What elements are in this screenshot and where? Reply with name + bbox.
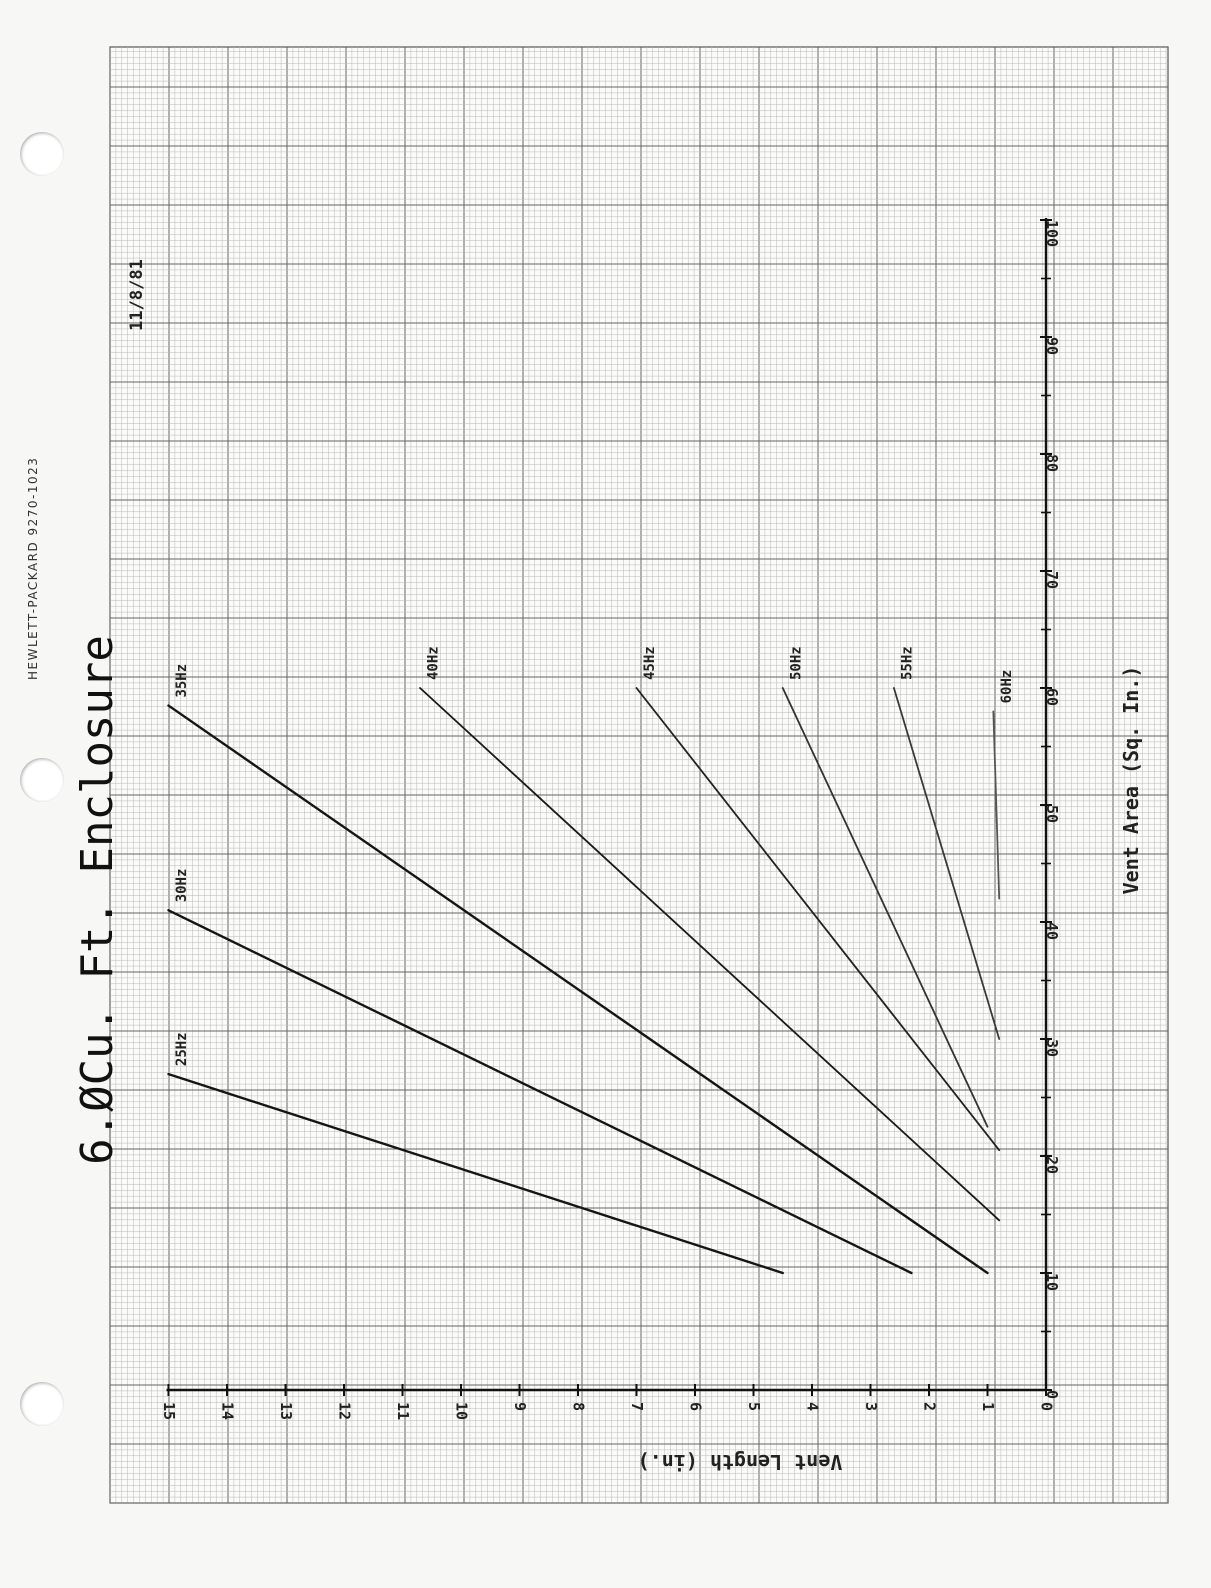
x-tick-label: 50	[1042, 805, 1061, 824]
y-tick-label: 1	[979, 1402, 997, 1412]
y-tick-label: 12	[335, 1402, 354, 1421]
y-tick-label: 7	[628, 1402, 646, 1412]
x-tick-label: 0	[1042, 1390, 1061, 1400]
series-label-55hz: 55Hz	[899, 646, 916, 680]
x-tick-label: 30	[1042, 1039, 1061, 1058]
y-tick-label: 10	[452, 1402, 471, 1421]
series-label-45hz: 45Hz	[642, 646, 659, 680]
series-label-50hz: 50Hz	[788, 646, 805, 680]
x-tick-label: 70	[1042, 571, 1061, 590]
y-tick-label: 0	[1037, 1402, 1056, 1412]
series-label-25hz: 25Hz	[174, 1032, 191, 1067]
y-tick-label: 5	[745, 1402, 763, 1412]
series-label-40hz: 40Hz	[425, 646, 442, 680]
y-tick-label: 11	[394, 1402, 412, 1421]
y-tick-label: 15	[160, 1402, 178, 1421]
x-tick-label: 90	[1042, 337, 1061, 356]
x-tick-label: 20	[1042, 1156, 1061, 1175]
y-tick-label: 2	[920, 1402, 939, 1412]
series-label-35hz: 35Hz	[174, 663, 191, 698]
series-label-30hz: 30Hz	[174, 868, 191, 903]
series-label-60hz: 60Hz	[998, 669, 1015, 704]
x-tick-label: 100	[1042, 220, 1061, 248]
chart-title: 6.ØCu. Ft. Enclosure	[72, 635, 123, 1165]
y-tick-label: 8	[569, 1402, 588, 1412]
y-axis-title: Vent Length (in.)	[637, 1450, 843, 1474]
y-tick-label: 4	[803, 1402, 822, 1412]
y-tick-label: 3	[862, 1402, 880, 1412]
x-tick-label: 40	[1042, 922, 1061, 941]
y-tick-label: 6	[686, 1402, 705, 1412]
y-tick-label: 9	[511, 1402, 529, 1412]
binder-hole-middle	[20, 758, 64, 802]
binder-hole-top	[20, 132, 64, 176]
printer-label: HEWLETT-PACKARD 9270-1023	[26, 456, 40, 680]
x-tick-label: 10	[1042, 1273, 1061, 1292]
y-tick-label: 14	[218, 1402, 237, 1421]
x-tick-label: 80	[1042, 454, 1061, 473]
x-tick-label: 60	[1042, 688, 1061, 707]
x-axis-title: Vent Area (Sq. In.)	[1119, 665, 1143, 895]
date-label: 11/8/81	[127, 259, 147, 331]
y-tick-label: 13	[277, 1402, 295, 1421]
binder-hole-bottom	[20, 1382, 64, 1426]
